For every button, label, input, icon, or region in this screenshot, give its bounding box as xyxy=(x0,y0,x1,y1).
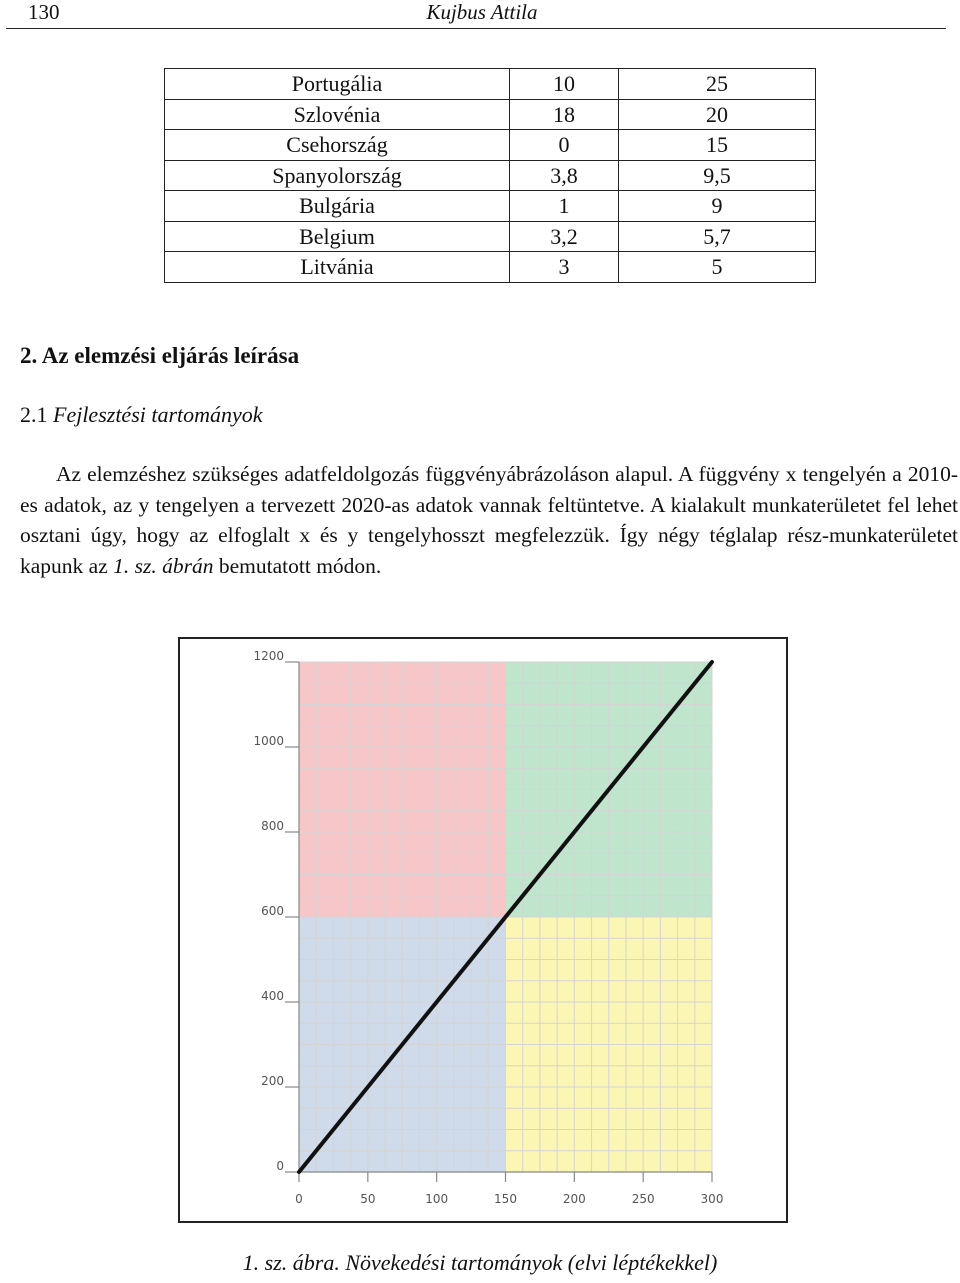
table-row xyxy=(165,99,816,130)
x-tick-label: 300 xyxy=(700,1192,724,1206)
table-cell-country: Spanyolország xyxy=(165,160,510,191)
table-row xyxy=(165,191,816,222)
y-tick-label: 200 xyxy=(261,1074,284,1088)
table-cell-value-2020: 5,7 xyxy=(619,221,816,252)
subsection-number: 2.1 xyxy=(20,402,48,427)
table-cell-value-2020: 9,5 xyxy=(619,160,816,191)
section-heading: 2. Az elemzési eljárás leírása xyxy=(20,343,300,368)
table-cell-value-2010: 3,8 xyxy=(510,160,619,191)
y-tick-label: 1000 xyxy=(253,734,284,748)
subsection-title: Fejlesztési tartományok xyxy=(47,402,263,427)
x-tick-label: 200 xyxy=(562,1192,586,1206)
y-tick-label: 0 xyxy=(276,1159,284,1173)
table-row xyxy=(165,252,816,283)
page-number: 130 xyxy=(28,0,60,24)
x-tick-label: 0 xyxy=(295,1192,303,1206)
table-row xyxy=(165,69,816,100)
table-cell-country: Szlovénia xyxy=(165,99,510,130)
table-cell-value-2010: 1 xyxy=(510,191,619,222)
y-tick-label: 600 xyxy=(261,904,284,918)
table-row xyxy=(165,130,816,161)
table-row xyxy=(165,221,816,252)
table-body xyxy=(165,69,816,283)
page-header xyxy=(6,0,946,29)
table-cell-value-2020: 25 xyxy=(619,69,816,100)
figure-frame xyxy=(178,637,788,1223)
table-cell-value-2020: 5 xyxy=(619,252,816,283)
table-cell-value-2020: 20 xyxy=(619,99,816,130)
x-tick-label: 150 xyxy=(494,1192,517,1206)
subsection-heading xyxy=(20,402,263,428)
body-paragraph xyxy=(20,459,958,581)
table-cell-country: Csehország xyxy=(165,130,510,161)
figure-caption: 1. sz. ábra. Növekedési tartományok (elvi léptékekkel) xyxy=(242,1250,718,1275)
table-cell-country: Bulgária xyxy=(165,191,510,222)
y-tick-label: 1200 xyxy=(253,649,284,663)
country-data-table xyxy=(164,68,816,283)
table-cell-value-2010: 10 xyxy=(510,69,619,100)
table-cell-country: Litvánia xyxy=(165,252,510,283)
table-cell-value-2020: 9 xyxy=(619,191,816,222)
table-cell-value-2010: 3 xyxy=(510,252,619,283)
table-row xyxy=(165,160,816,191)
running-head-author: Kujbus Attila xyxy=(426,0,538,24)
table-cell-country: Portugália xyxy=(165,69,510,100)
table-cell-value-2010: 18 xyxy=(510,99,619,130)
paragraph-text-1: Az elemzéshez szükséges adatfeldolgozás függvényábrázoláson alapul. A függvény x tengelyén a 2010-es adatok, az y tengelyen a tervezett 2020-as adatok vannak feltüntetve. A kialakult munkaterületet fel lehet osztani úgy, hogy az elfoglalt x és y tengelyhosszt megfelezzük. Így négy téglalap rész-munkaterületet kapunk az xyxy=(20,462,958,578)
y-tick-label: 400 xyxy=(261,989,284,1003)
figure-reference: 1. sz. ábrán xyxy=(113,553,214,578)
x-tick-label: 250 xyxy=(631,1192,655,1206)
y-tick-label: 800 xyxy=(261,819,284,833)
x-tick-label: 100 xyxy=(425,1192,449,1206)
table-cell-value-2010: 0 xyxy=(510,130,619,161)
growth-ranges-chart xyxy=(180,639,786,1221)
paragraph-text-2: bemutatott módon. xyxy=(213,553,382,578)
table-cell-value-2020: 15 xyxy=(619,130,816,161)
x-tick-label: 50 xyxy=(360,1192,376,1206)
table-cell-country: Belgium xyxy=(165,221,510,252)
table-cell-value-2010: 3,2 xyxy=(510,221,619,252)
